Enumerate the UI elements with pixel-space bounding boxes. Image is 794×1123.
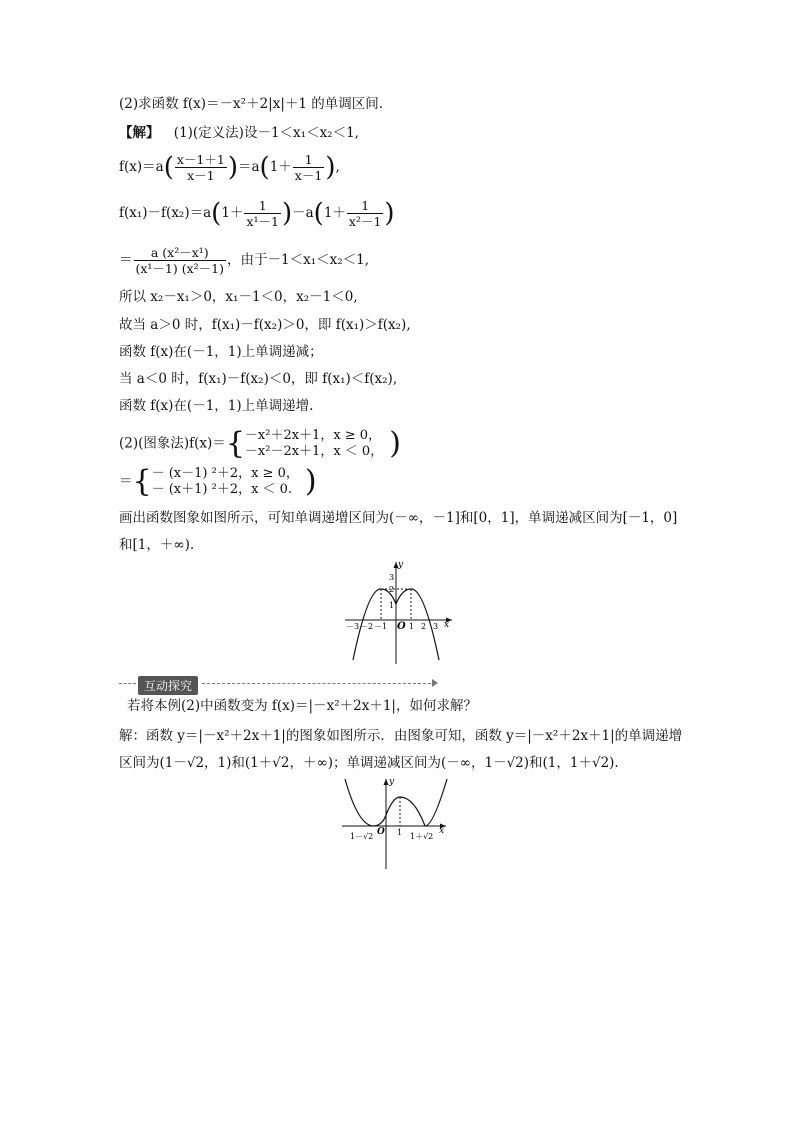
origin-label: O (377, 827, 385, 837)
variant-answer-line-2: 区间为(1－√2，1)和(1＋√2，＋∞)；单调递减区间为(－∞，1－√2)和(1，1＋√2). (119, 755, 619, 771)
function-curve (345, 779, 447, 826)
divider-right (202, 683, 436, 684)
y-tick-3: 3 (389, 573, 395, 582)
case-a-positive: 故当 a＞0 时，f(x₁)－f(x₂)＞0，即 f(x₁)＞f(x₂), (119, 317, 411, 333)
graph-2 (340, 775, 452, 871)
y-tick-2: 2 (389, 585, 395, 594)
fx-definition: f(x)＝a( $\frac{x-1+1}{x-1}$ )＝a(1＋ $\frac{1}{x-1}$ ), (119, 152, 340, 183)
x-tick-1: 1 (409, 622, 415, 631)
solution-part1-intro: 【解】 (1)(定义法)设－1＜x₁＜x₂＜1, (119, 125, 359, 141)
increasing-result: 函数 f(x)在(－1，1)上单调递增. (119, 398, 314, 414)
x-tick-neg1: －1 (374, 622, 388, 631)
decreasing-result: 函数 f(x)在(－1，1)上单调递减； (119, 344, 323, 360)
origin-label: O (397, 621, 406, 632)
y-axis-label: y (389, 777, 395, 787)
variant-answer-line-1: 解：函数 y＝|－x²＋2x＋1|的图象如图所示．由图象可知，函数 y＝|－x²＋2x＋1|的单调递增 (119, 728, 683, 744)
x-tick-1: 1 (397, 828, 403, 837)
difference-expression: f(x₁)－f(x₂)＝a(1＋ $\frac{1}{\text{x¹－1}}$ )－a(1＋ $\frac{1}{\text{x²－1}}$ ) (119, 198, 395, 229)
conclusion-line-1: 画出函数图象如图所示，可知单调递增区间为(－∞，－1]和[0，1]，单调递减区间为[－1，0] (119, 510, 678, 526)
sign-analysis: 所以 x₂－x₁＞0，x₁－1＜0，x₂－1＜0, (119, 289, 358, 305)
piecewise-1: (2)(图象法)f(x)＝{ －x²＋2x＋1，x ≥ 0， －x²－2x＋1，x ＜ 0， ) (119, 426, 401, 461)
problem-2-statement: (2)求函数 f(x)＝－x²＋2|x|＋1 的单调区间. (119, 96, 384, 112)
x-axis-label: x (444, 620, 450, 630)
piecewise-2: ＝{ － (x－1) ²＋2，x ≥ 0， － (x＋1) ²＋2，x ＜ 0. ) (119, 464, 317, 499)
x-tick-neg2: －2 (360, 622, 374, 631)
x-tick-1-minus-sqrt2: 1－√2 (350, 832, 374, 841)
interactive-exploration-badge: 互动探究 (138, 676, 198, 695)
simplified-fraction: ＝ $\frac{\text{a (x²－x¹)}}{\text{(x¹－1) (x²－1)}}$ ，由于－1＜x₁＜x₂＜1, (119, 245, 370, 276)
y-axis-label: y (398, 560, 404, 570)
x-tick-3: 3 (433, 622, 439, 631)
x-tick-1-plus-sqrt2: 1＋√2 (410, 832, 434, 841)
x-tick-neg3: －3 (346, 622, 360, 631)
x-axis-label: x (439, 826, 445, 836)
graph-1 (340, 558, 460, 666)
variant-question: 若将本例(2)中函数变为 f(x)＝|－x²＋2x＋1|，如何求解？ (127, 698, 477, 714)
divider-left (119, 683, 136, 684)
x-tick-2: 2 (421, 622, 427, 631)
conclusion-line-2: 和[1，＋∞). (119, 537, 195, 553)
divider-arrow-icon (432, 679, 438, 687)
y-tick-1: 1 (389, 601, 395, 610)
y-axis-arrow-icon (384, 779, 389, 785)
case-a-negative: 当 a＜0 时，f(x₁)－f(x₂)＜0，即 f(x₁)＜f(x₂), (119, 371, 398, 387)
solution-label: 【解】 (119, 125, 160, 141)
